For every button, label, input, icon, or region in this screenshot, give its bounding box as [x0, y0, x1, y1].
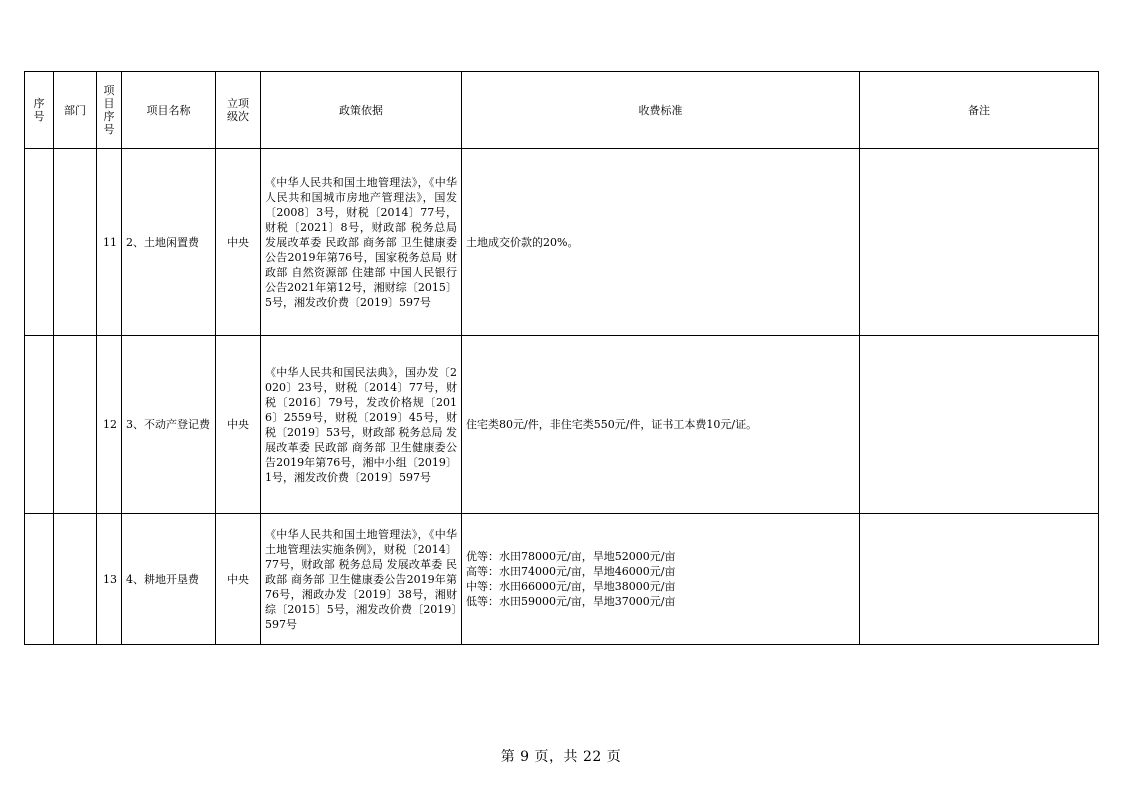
header-item-name: 项目名称 [122, 72, 216, 149]
cell-policy: 《中华人民共和国土地管理法》，《中华人民共和国城市房地产管理法》，国发〔2008〕3号，财税〔2014〕77号，财税〔2021〕8号，财政部 税务总局 发展改革委 民政部 商务部 卫生健康委公告2019年第76号，国家税务总局 财政部 自然资源部 住建部 中国人民银行公告2021年第12号，湘财综〔2015〕5号，湘发改价费〔2019〕597号 [261, 149, 462, 336]
fee-line: 低等：水田59000元/亩，旱地37000元/亩 [466, 595, 676, 608]
fee-line: 优等：水田78000元/亩，旱地52000元/亩 [466, 550, 676, 563]
cell-policy: 《中华人民共和国土地管理法》，《中华土地管理法实施条例》，财税〔2014〕77号，财政部 税务总局 发展改革委 民政部 商务部 卫生健康委公告2019年第76号，湘政办发〔2019〕38号，湘财综〔2015〕5号，湘发改价费〔2019〕597号 [261, 514, 462, 645]
page-number: 第 9 页，共 22 页 [500, 749, 622, 765]
header-policy: 政策依据 [261, 72, 462, 149]
header-seq: 序号 [25, 72, 54, 149]
cell-dept [54, 514, 97, 645]
cell-seq [25, 514, 54, 645]
cell-item-name: 4、耕地开垦费 [122, 514, 216, 645]
cell-policy: 《中华人民共和国民法典》，国办发〔2020〕23号，财税〔2014〕77号，财税〔2016〕79号，发改价格规〔2016〕2559号，财税〔2019〕45号，财税〔2019〕53号，财政部 税务总局 发展改革委 民政部 商务部 卫生健康委公告2019年第76号，湘中小组〔2019〕1号，湘发改价费〔2019〕597号 [261, 336, 462, 514]
cell-item-name: 2、土地闲置费 [122, 149, 216, 336]
header-dept: 部门 [54, 72, 97, 149]
table-row [25, 514, 1099, 645]
fee-table [24, 71, 1099, 645]
cell-seq [25, 149, 54, 336]
table-row [25, 149, 1099, 336]
cell-standard [462, 336, 860, 514]
cell-item-no: 12 [97, 336, 122, 514]
cell-level: 中央 [216, 514, 261, 645]
header-level: 立项级次 [216, 72, 261, 149]
header-standard: 收费标准 [462, 72, 860, 149]
cell-remark [860, 336, 1099, 514]
table-row [25, 336, 1099, 514]
fee-line: 住宅类80元/件，非住宅类550元/件，证书工本费10元/证。 [466, 418, 758, 431]
cell-level: 中央 [216, 336, 261, 514]
header-row [25, 72, 1099, 149]
fee-line: 高等：水田74000元/亩，旱地46000元/亩 [466, 565, 676, 578]
cell-remark [860, 149, 1099, 336]
cell-level: 中央 [216, 149, 261, 336]
header-item-no: 项目序号 [97, 72, 122, 149]
cell-dept [54, 149, 97, 336]
cell-remark [860, 514, 1099, 645]
header-remark: 备注 [860, 72, 1099, 149]
cell-item-name: 3、不动产登记费 [122, 336, 216, 514]
cell-item-no: 13 [97, 514, 122, 645]
cell-standard [462, 514, 860, 645]
cell-standard [462, 149, 860, 336]
cell-dept [54, 336, 97, 514]
fee-line: 土地成交价款的20%。 [466, 235, 579, 249]
cell-seq [25, 336, 54, 514]
fee-line: 中等：水田66000元/亩，旱地38000元/亩 [466, 580, 676, 593]
cell-item-no: 11 [97, 149, 122, 336]
